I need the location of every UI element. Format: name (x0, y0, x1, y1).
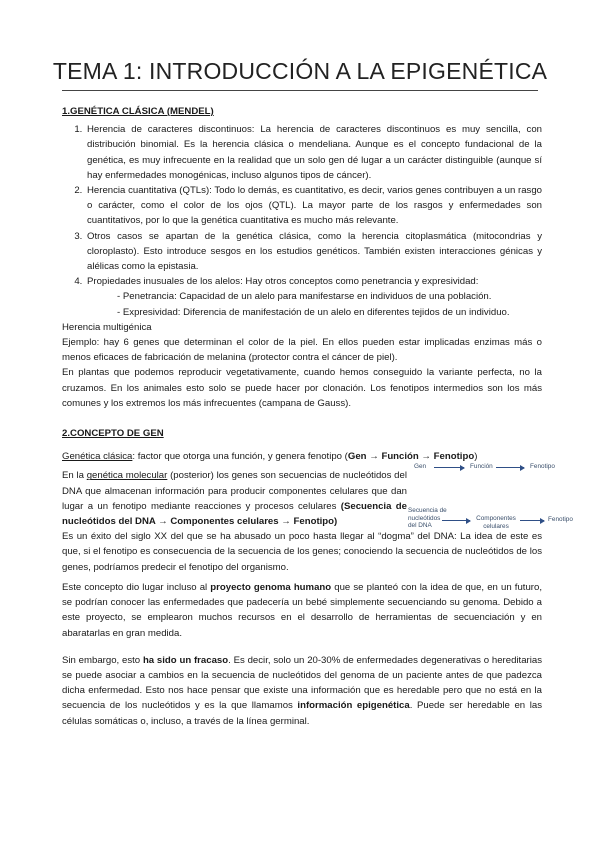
arrow-icon (496, 467, 524, 468)
list-item: 3. Otros casos se apartan de la genética clásica, como la herencia citoplasmática (mitocondrias y cloroplasto). Esto introduce sesgos en los estudios genéticos. También existen interacciones génicas y alélicas como la epistasia. (85, 229, 542, 275)
document-body (62, 104, 573, 729)
diagram-sequence-label: Secuencia de nucleótidos del DNA (408, 507, 447, 530)
list-item: 1. Herencia de caracteres discontinuos: La herencia de caracteres discontinuos es muy sencilla, con distribución binomial. Es la herencia clásica o mendeliana. Aunque es el concepto fundacional de la genética, es muy infrecuente en la realidad que un solo gen dé lugar a un carácter distinguible (aunque sí hay enfermedades monogénicas, incluso algunos tipos de cáncer). (85, 122, 542, 183)
section-2-heading: 2.CONCEPTO DE GEN (62, 428, 164, 440)
section-1-list (62, 122, 542, 320)
paragraph: Ejemplo: hay 6 genes que determinan el color de la piel. En ellos pueden estar implicadas enzimas más o menos eficaces de fabricación de melanina (protector contra el cáncer de piel). (62, 337, 542, 364)
arrow-icon (520, 520, 544, 521)
molecular-genetics-paragraph: En la genética molecular (posterior) los genes son secuencias de nucleótidos del DNA que almacenan información para producir componentes celulares que dan lugar a un fenotipo mediante reacciones y procesos celulares (Secuencia de nucleótidos del DNA → Componentes celulares → Fenotipo) (62, 470, 407, 528)
sub-list-item: - Expresividad: Diferencia de manifestación de un alelo en diferentes tejidos de un individuo. (115, 305, 542, 320)
arrow-icon (434, 467, 464, 468)
allele-properties-list (87, 289, 542, 319)
diagram-gen-label: Gen (414, 463, 427, 471)
sub-list-item: - Penetrancia: Capacidad de un alelo para manifestarse en individuos de una población. (115, 289, 542, 304)
page-title: TEMA 1: INTRODUCCIÓN A LA EPIGENÉTICA (52, 58, 548, 84)
diagram-components-label: Componentes celulares (476, 515, 516, 530)
multigenic-label: Herencia multigénica (62, 321, 152, 333)
diagram-phenotype-label-2: Fenotipo (548, 516, 573, 524)
paragraph: Este concepto dio lugar incluso al proyecto genoma humano que se planteó con la idea de que, en un futuro, se podrían conocer las enfermedades que padecería un bebé simplemente secuenciando su genoma. Debido a este proyecto, se emplearon muchos recursos en el desarrollo de herramientas de secuenciación y en abaratarlas en gran medida. (62, 581, 542, 639)
paragraph: Sin embargo, esto ha sido un fracaso. Es decir, solo un 20-30% de enfermedades degenerativas o hereditarias se puede asociar a cambios en la secuencia de nucleótidos del genoma de un paciente antes de que padezca dicha enfermedad. Esto nos hace pensar que existe una información que es heredable pero que no está en la secuencia de los nucleótidos y es la que llamamos información epigenética. Puede ser heredable en las células somáticas o, incluso, a través de la línea germinal. (62, 654, 543, 727)
list-item: 2. Herencia cuantitativa (QTLs): Todo lo demás, es cuantitativo, es decir, varios genes contribuyen a un rasgo o carácter, como el color de los ojos (QTL). La mayor parte de los rasgos y enfermedades son cuantitativos, por lo que la genética cuantitativa es mucho más relevante. (85, 183, 542, 229)
title-underline (62, 90, 538, 91)
list-item: 4. Propiedades inusuales de los alelos: Hay otros conceptos como penetrancia y expresividad: - Penetrancia: Capacidad de un alelo para manifestarse en individuos de una población. - Expresividad: Diferencia de manifestación de un alelo en diferentes tejidos de un individuo. (85, 274, 542, 320)
paragraph: Es un éxito del siglo XX del que se ha abusado un poco hasta llegar al “dogma” del DNA: La idea de este es que, si el fenotipo es consecuencia de la secuencia de los genes; conociendo la secuencia de nucleótidos de los genes, podríamos predecir el fenotipo del organismo. (62, 531, 542, 573)
gene-concept-block (62, 449, 573, 530)
classic-genetics-line: Genética clásica: factor que otorga una función, y genera fenotipo (Gen → Función → Fenotipo) (62, 451, 478, 463)
diagram-function-label: Función (470, 463, 493, 471)
paragraph: En plantas que podemos reproducir vegetativamente, cuando hemos conseguido la variante perfecta, no la cruzamos. En los animales esto solo se puede hacer por clonación. Los fenotipos intermedios son los más comunes y los extremos los más infrecuentes (campana de Gauss). (62, 367, 542, 409)
section-1-heading: 1.GENÉTICA CLÁSICA (MENDEL) (62, 106, 214, 117)
diagram-phenotype-label: Fenotipo (530, 463, 555, 471)
gene-flow-diagram (408, 463, 573, 555)
arrow-icon (442, 520, 470, 521)
